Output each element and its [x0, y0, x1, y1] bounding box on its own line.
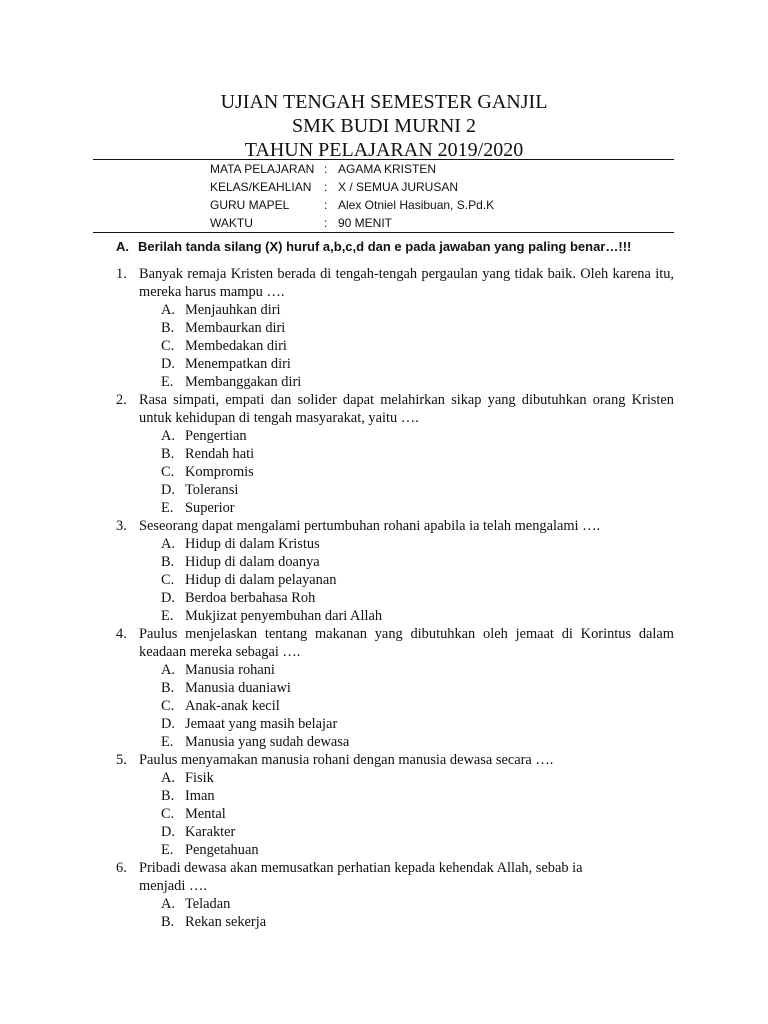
option-text: Anak-anak kecil: [185, 698, 280, 714]
option-text: Rendah hati: [185, 446, 255, 462]
question-4: [116, 625, 674, 751]
option-text: Membaurkan diri: [185, 320, 286, 336]
question-number: 2.: [116, 392, 127, 408]
answer-option[interactable]: [161, 337, 674, 355]
option-letter: E.: [161, 500, 174, 516]
option-text: Hidup di dalam doanya: [185, 554, 320, 570]
option-text: Membedakan diri: [185, 338, 287, 354]
answer-option[interactable]: [161, 841, 674, 859]
answer-option[interactable]: [161, 787, 674, 805]
option-letter: E.: [161, 374, 174, 390]
academic-year: TAHUN PELAJARAN 2019/2020: [244, 139, 524, 161]
info-value: 90 MENIT: [338, 216, 393, 230]
question-text: Paulus menjelaskan tentang makanan yang dibutuhkan oleh jemaat di Korintus dalam keadaan mereka sebagai ….: [139, 626, 674, 660]
answer-option[interactable]: [161, 715, 674, 733]
question-2: [116, 391, 674, 517]
option-letter: A.: [161, 536, 175, 552]
option-letter: C.: [161, 338, 175, 354]
info-colon: :: [324, 180, 328, 194]
option-letter: B.: [161, 914, 175, 930]
option-letter: C.: [161, 464, 175, 480]
answer-option[interactable]: [161, 427, 674, 445]
info-colon: :: [324, 198, 328, 212]
option-letter: E.: [161, 734, 174, 750]
option-letter: B.: [161, 680, 175, 696]
option-letter: A.: [161, 662, 175, 678]
answer-option[interactable]: [161, 589, 674, 607]
question-text: Rasa simpati, empati dan solider dapat melahirkan sikap yang dibutuhkan orang Kristen untuk kehidupan di tengah masyarakat, yaitu ….: [139, 392, 674, 426]
option-text: Pengertian: [185, 428, 247, 444]
option-text: Rekan sekerja: [185, 914, 267, 930]
option-letter: C.: [161, 698, 175, 714]
section-letter: A.: [116, 239, 129, 254]
answer-option[interactable]: [161, 499, 674, 517]
info-colon: :: [324, 162, 328, 176]
option-text: Menjauhkan diri: [185, 302, 281, 318]
answer-option[interactable]: [161, 463, 674, 481]
answer-option[interactable]: [161, 895, 626, 913]
option-letter: C.: [161, 572, 175, 588]
question-3: [116, 517, 674, 625]
answer-option[interactable]: [161, 679, 674, 697]
option-letter: D.: [161, 482, 175, 498]
option-letter: A.: [161, 770, 175, 786]
question-5: [116, 751, 674, 859]
option-text: Berdoa berbahasa Roh: [185, 590, 316, 606]
answer-option[interactable]: [161, 661, 674, 679]
option-text: Teladan: [185, 896, 231, 912]
answer-option[interactable]: [161, 913, 626, 931]
option-text: Mukjizat penyembuhan dari Allah: [185, 608, 383, 624]
info-value: AGAMA KRISTEN: [338, 162, 437, 176]
option-text: Toleransi: [185, 482, 239, 498]
question-number: 3.: [116, 518, 127, 534]
answer-option[interactable]: [161, 697, 674, 715]
info-value: Alex Otniel Hasibuan, S.Pd.K: [338, 198, 495, 212]
answer-option[interactable]: [161, 355, 674, 373]
option-text: Kompromis: [185, 464, 254, 480]
info-label: GURU MAPEL: [210, 198, 290, 212]
info-value: X / SEMUA JURUSAN: [338, 180, 459, 194]
question-1: [116, 265, 674, 391]
option-letter: A.: [161, 302, 175, 318]
option-letter: E.: [161, 608, 174, 624]
answer-option[interactable]: [161, 553, 674, 571]
option-letter: B.: [161, 554, 175, 570]
option-letter: C.: [161, 806, 175, 822]
exam-title: UJIAN TENGAH SEMESTER GANJIL: [220, 91, 548, 113]
school-name: SMK BUDI MURNI 2: [292, 115, 476, 137]
question-number: 4.: [116, 626, 127, 642]
option-text: Manusia duaniawi: [185, 680, 291, 696]
option-text: Hidup di dalam Kristus: [185, 536, 320, 552]
option-text: Iman: [185, 788, 215, 804]
answer-option[interactable]: [161, 301, 674, 319]
option-text: Hidup di dalam pelayanan: [185, 572, 337, 588]
question-text: Pribadi dewasa akan memusatkan perhatian kepada kehendak Allah, sebab ia menjadi ….: [139, 860, 583, 894]
option-text: Manusia rohani: [185, 662, 275, 678]
answer-option[interactable]: [161, 733, 674, 751]
option-letter: E.: [161, 842, 174, 858]
answer-option[interactable]: [161, 481, 674, 499]
info-label: WAKTU: [210, 216, 253, 230]
option-text: Jemaat yang masih belajar: [185, 716, 338, 732]
option-text: Menempatkan diri: [185, 356, 291, 372]
answer-option[interactable]: [161, 571, 674, 589]
option-text: Fisik: [185, 770, 214, 786]
info-divider: [93, 232, 674, 233]
option-text: Superior: [185, 500, 235, 516]
option-letter: D.: [161, 824, 175, 840]
question-text: Seseorang dapat mengalami pertumbuhan rohani apabila ia telah mengalami ….: [139, 518, 601, 534]
question-number: 6.: [116, 860, 127, 876]
option-letter: A.: [161, 896, 175, 912]
option-letter: D.: [161, 716, 175, 732]
info-label: MATA PELAJARAN: [210, 162, 315, 176]
question-text: Paulus menyamakan manusia rohani dengan manusia dewasa secara ….: [139, 752, 554, 768]
answer-option[interactable]: [161, 535, 674, 553]
answer-option[interactable]: [161, 823, 674, 841]
info-label: KELAS/KEAHLIAN: [210, 180, 312, 194]
answer-option[interactable]: [161, 805, 674, 823]
option-text: Mental: [185, 806, 226, 822]
option-letter: D.: [161, 590, 175, 606]
info-colon: :: [324, 216, 328, 230]
question-number: 1.: [116, 266, 127, 282]
option-letter: A.: [161, 428, 175, 444]
option-text: Membanggakan diri: [185, 374, 302, 390]
answer-option[interactable]: [161, 373, 674, 391]
option-letter: D.: [161, 356, 175, 372]
option-text: Pengetahuan: [185, 842, 259, 858]
answer-option[interactable]: [161, 319, 674, 337]
option-text: Manusia yang sudah dewasa: [185, 734, 350, 750]
option-text: Karakter: [185, 824, 236, 840]
question-6: [116, 859, 626, 931]
answer-option[interactable]: [161, 445, 674, 463]
option-letter: B.: [161, 446, 175, 462]
instruction-text: Berilah tanda silang (X) huruf a,b,c,d dan e pada jawaban yang paling benar…!!!: [138, 239, 632, 254]
question-number: 5.: [116, 752, 127, 768]
question-text: Banyak remaja Kristen berada di tengah-tengah pergaulan yang tidak baik. Oleh karena itu, mereka harus mampu ….: [139, 266, 674, 300]
option-letter: B.: [161, 320, 175, 336]
option-letter: B.: [161, 788, 175, 804]
answer-option[interactable]: [161, 607, 674, 625]
answer-option[interactable]: [161, 769, 674, 787]
